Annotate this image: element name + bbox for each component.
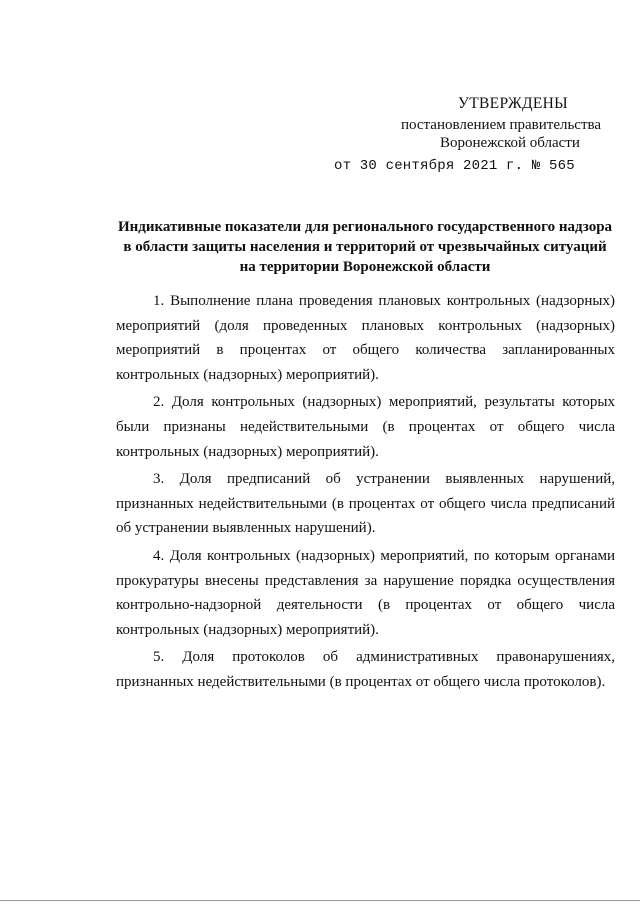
indicators-list: [116, 289, 615, 695]
indicator-paragraph: 5. Доля протоколов об административных правонарушениях, признанных недействительными (в процентах от общего числа протоколов).: [116, 649, 615, 690]
indicator-paragraph: 3. Доля предписаний об устранении выявленных нарушений, признанных недействительными (в процентах от общего числа предписаний об устранении выявленных нарушений).: [116, 471, 615, 537]
approval-date-number: от 30 сентября 2021 г. № 565: [334, 158, 575, 174]
page-bottom-edge: [0, 900, 640, 901]
approval-resolution-line: постановлением правительства: [401, 117, 602, 133]
indicator-paragraph: 1. Выполнение плана проведения плановых контрольных (надзорных) мероприятий (доля проведенных плановых контрольных (надзорных) мероприятий в процентах от общего количества запланированных контрольных (надзорных) мероприятий).: [116, 293, 615, 383]
document-title-line: в области защиты населения и территорий от чрезвычайных ситуаций: [123, 239, 607, 255]
approval-region-line: Воронежской области: [440, 135, 580, 151]
document-title: [110, 217, 620, 277]
document-title-line: на территории Воронежской области: [239, 259, 491, 275]
indicator-paragraph: 4. Доля контрольных (надзорных) мероприятий, по которым органами прокуратуры внесены представления за нарушение порядка осуществления контрольно-надзорной деятельности (в процентах от общего числа контрольных (надзорных) мероприятий).: [116, 547, 615, 638]
approval-title: УТВЕРЖДЕНЫ: [458, 95, 568, 112]
document-title-line: Индикативные показатели для регионального государственного надзора: [117, 219, 613, 235]
indicator-paragraph: 2. Доля контрольных (надзорных) мероприятий, результаты которых были признаны недействительными (в процентах от общего числа контрольных (надзорных) мероприятий).: [116, 394, 615, 460]
